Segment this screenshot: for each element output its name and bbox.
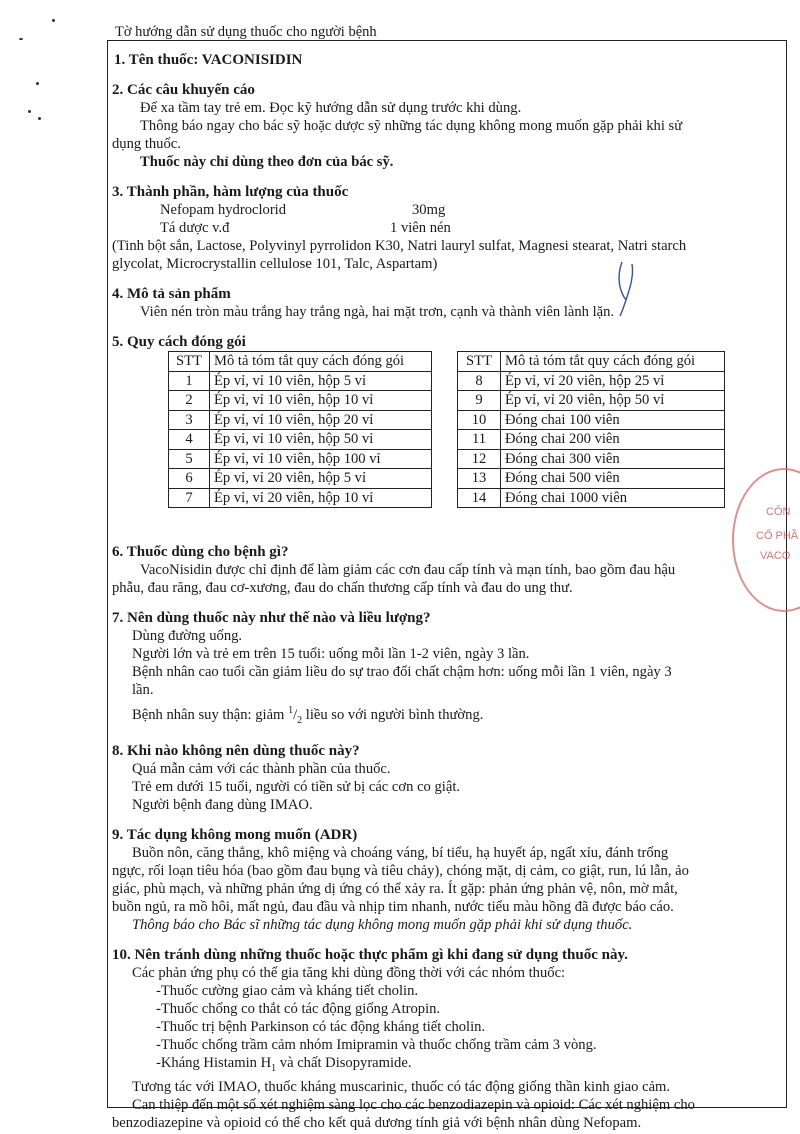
table-row xyxy=(169,469,432,489)
fraction-slash: / xyxy=(293,706,298,723)
list-item: -Thuốc chống co thắt có tác động giống Atropin. xyxy=(156,1000,441,1017)
section-heading: 3. Thành phần, hàm lượng của thuốc xyxy=(112,184,349,200)
text-line: ngực, rối loạn tiêu hóa (bao gồm đau bụng và tiêu chảy), chóng mặt, dị cảm, co giật, run, lú lẫn, ảo xyxy=(112,862,689,879)
text-line: Can thiệp đến một số xét nghiệm sàng lọc cho các benzodiazepin và opioid: Các xét nghiệm cho xyxy=(132,1096,695,1113)
section-heading: 7. Nên dùng thuốc này như thế nào và liều lượng? xyxy=(112,610,431,626)
table-row xyxy=(169,430,432,450)
table-row xyxy=(458,449,725,469)
row-number: 5 xyxy=(169,449,210,469)
text-line: glycolat, Microcrystallin cellulose 101, Talc, Aspartam) xyxy=(112,256,438,272)
row-number: 13 xyxy=(458,469,501,489)
row-number: 2 xyxy=(169,391,210,411)
row-number: 3 xyxy=(169,410,210,430)
row-number: 1 xyxy=(169,371,210,391)
table-row xyxy=(169,371,432,391)
text-line: Bệnh nhân cao tuổi cần giảm liều do sự trao đổi chất chậm hơn: uống mỗi lần 1 viên, ngày 3 xyxy=(132,664,672,680)
row-description: Đóng chai 1000 viên xyxy=(501,488,725,508)
ingredient-name: Nefopam hydroclorid xyxy=(160,202,287,218)
stamp-text: VACO xyxy=(760,550,791,562)
packaging-table-left xyxy=(168,351,432,508)
section-3 xyxy=(108,183,786,273)
row-description: Ép vỉ, vỉ 10 viên, hộp 10 vỉ xyxy=(210,391,432,411)
ingredient-row xyxy=(112,201,786,219)
table-row xyxy=(169,391,432,411)
signature-mark xyxy=(612,258,642,318)
text-line: benzodiazepine và opioid có thể cho kết quả dương tính giả với bệnh nhân dùng Nefopam. xyxy=(112,1114,642,1131)
margin-speck xyxy=(38,117,41,120)
stamp-text: CÔN xyxy=(766,506,791,518)
ingredient-row xyxy=(112,219,786,237)
text-line: Buồn nôn, căng thẳng, khô miệng và choáng váng, bí tiểu, hạ huyết áp, ngất xỉu, đánh trống xyxy=(132,844,669,861)
text-line: Người lớn và trẻ em trên 15 tuổi: uống mỗi lần 1-2 viên, ngày 3 lần. xyxy=(132,646,530,662)
row-description: Đóng chai 200 viên xyxy=(501,430,725,450)
text-line: Viên nén tròn màu trắng hay trắng ngà, hai mặt trơn, cạnh và thành viên lành lặn. xyxy=(140,304,615,320)
ingredient-value: 30mg xyxy=(412,202,446,218)
section-heading: 10. Nên tránh dùng những thuốc hoặc thực phẩm gì khi đang sử dụng thuốc này. xyxy=(112,946,628,963)
section-heading: 6. Thuốc dùng cho bệnh gì? xyxy=(112,544,289,560)
row-description: Ép vỉ, vỉ 10 viên, hộp 20 vỉ xyxy=(210,410,432,430)
text-line: Dùng đường uống. xyxy=(132,628,243,644)
text-line: (Tinh bột sắn, Lactose, Polyvinyl pyrrolidon K30, Natri lauryl sulfat, Magnesi stearat, Natri starch xyxy=(112,238,687,254)
row-description: Ép vỉ, vỉ 20 viên, hộp 25 vỉ xyxy=(501,371,725,391)
section-heading: 5. Quy cách đóng gói xyxy=(112,334,246,350)
drug-name-title: 1. Tên thuốc: VACONISIDIN xyxy=(114,52,303,68)
margin-speck xyxy=(36,82,39,85)
section-heading: 8. Khi nào không nên dùng thuốc này? xyxy=(112,742,360,759)
text-part: -Kháng Histamin H xyxy=(156,1054,272,1071)
list-item xyxy=(112,1054,786,1078)
section-9 xyxy=(108,826,786,934)
stamp-text: CỔ PHẦ xyxy=(756,530,799,542)
text-line: Để xa tầm tay trẻ em. Đọc kỹ hướng dẫn sử dụng trước khi dùng. xyxy=(140,100,522,116)
table-row xyxy=(458,391,725,411)
row-number: 8 xyxy=(458,371,501,391)
text-line: lần. xyxy=(132,682,154,698)
section-5 xyxy=(108,333,786,351)
table-row xyxy=(458,410,725,430)
text-line: Người bệnh đang dùng IMAO. xyxy=(132,796,313,813)
section-4 xyxy=(108,285,786,321)
list-item: -Thuốc chống trầm cảm nhóm Imipramin và thuốc chống trầm cảm 3 vòng. xyxy=(156,1036,597,1053)
fraction-denominator: 2 xyxy=(297,714,303,726)
margin-speck xyxy=(19,38,23,40)
row-number: 11 xyxy=(458,430,501,450)
row-number: 14 xyxy=(458,488,501,508)
prescription-warning: Thuốc này chỉ dùng theo đơn của bác sỹ. xyxy=(140,154,394,170)
text-line: Quá mẫn cảm với các thành phần của thuốc. xyxy=(132,760,391,777)
text-line: Trẻ em dưới 15 tuổi, người có tiền sử bị các cơn co giật. xyxy=(132,778,461,795)
row-description: Ép vỉ, vỉ 20 viên, hộp 5 vỉ xyxy=(210,469,432,489)
table-row xyxy=(169,449,432,469)
text-part: và chất Disopyramide. xyxy=(276,1054,412,1071)
section-heading: 2. Các câu khuyến cáo xyxy=(112,82,255,98)
margin-speck xyxy=(28,110,31,113)
row-description: Đóng chai 300 viên xyxy=(501,449,725,469)
document-header: Tờ hướng dẫn sử dụng thuốc cho người bệnh xyxy=(115,24,377,40)
text-line: giác, phù mạch, và những phản ứng dị ứng có thể xảy ra. Ít gặp: phản ứng phản vệ, nôn, mờ mắt, xyxy=(112,880,678,897)
row-description: Đóng chai 500 viên xyxy=(501,469,725,489)
row-number: 9 xyxy=(458,391,501,411)
list-item: -Thuốc cường giao cảm và kháng tiết cholin. xyxy=(156,982,419,999)
text-line: Các phản ứng phụ có thể gia tăng khi dùng đồng thời với các nhóm thuốc: xyxy=(132,964,566,981)
column-header-stt: STT xyxy=(169,352,210,372)
section-8 xyxy=(108,742,786,814)
table-header-row xyxy=(169,352,432,372)
text-line: buồn ngủ, ra mồ hôi, mất ngủ, đau đầu và nhịp tim nhanh, nước tiểu màu hồng đã được báo cáo. xyxy=(112,898,674,915)
fraction-numerator: 1 xyxy=(288,705,294,716)
section-heading: 4. Mô tả sản phẩm xyxy=(112,286,231,302)
row-description: Đóng chai 100 viên xyxy=(501,410,725,430)
packaging-table-right xyxy=(457,351,725,508)
text-part: Bệnh nhân suy thận: giảm xyxy=(132,706,289,723)
column-header-desc: Mô tả tóm tắt quy cách đóng gói xyxy=(210,352,432,372)
ingredient-value: 1 viên nén xyxy=(390,220,451,236)
row-description: Ép vỉ, vỉ 20 viên, hộp 50 vỉ xyxy=(501,391,725,411)
text-line xyxy=(112,702,786,730)
section-10 xyxy=(108,946,786,1132)
column-header-stt: STT xyxy=(458,352,501,372)
row-description: Ép vỉ, vỉ 10 viên, hộp 50 vỉ xyxy=(210,430,432,450)
text-part: liều so với người bình thường. xyxy=(302,706,484,723)
margin-speck xyxy=(52,19,55,22)
text-line: dụng thuốc. xyxy=(112,136,181,152)
row-description: Ép vỉ, vỉ 20 viên, hộp 10 vỉ xyxy=(210,488,432,508)
table-row xyxy=(458,469,725,489)
table-row xyxy=(458,430,725,450)
table-header-row xyxy=(458,352,725,372)
section-heading: 9. Tác dụng không mong muốn (ADR) xyxy=(112,826,358,843)
text-line: Thông báo cho Bác sĩ những tác dụng không mong muốn gặp phải khi sử dụng thuốc. xyxy=(132,916,633,933)
table-row xyxy=(458,488,725,508)
table-row xyxy=(458,371,725,391)
leaflet-frame xyxy=(107,40,787,1131)
row-description: Ép vỉ, vỉ 10 viên, hộp 100 vỉ xyxy=(210,449,432,469)
row-number: 6 xyxy=(169,469,210,489)
table-row xyxy=(169,488,432,508)
row-description: Ép vỉ, vỉ 10 viên, hộp 5 vỉ xyxy=(210,371,432,391)
table-row xyxy=(169,410,432,430)
ingredient-name: Tá dược v.đ xyxy=(160,220,230,236)
text-line: phẫu, đau răng, đau cơ-xương, đau do chấn thương cấp tính và đau do ung thư. xyxy=(112,580,573,596)
list-item: -Thuốc trị bệnh Parkinson có tác động kháng tiết cholin. xyxy=(156,1018,486,1035)
subscript: 1 xyxy=(271,1062,277,1074)
row-number: 12 xyxy=(458,449,501,469)
row-number: 7 xyxy=(169,488,210,508)
section-6 xyxy=(108,543,786,597)
section-7 xyxy=(108,609,786,730)
text-line: Thông báo ngay cho bác sỹ hoặc dược sỹ những tác dụng không mong muốn gặp phải khi sử xyxy=(140,118,683,134)
text-line: VacoNisidin được chỉ định để làm giảm các cơn đau cấp tính và mạn tính, bao gồm đau hậu xyxy=(140,562,676,578)
text-line: Tương tác với IMAO, thuốc kháng muscarinic, thuốc có tác động giống thần kinh giao cảm. xyxy=(132,1078,671,1095)
row-number: 4 xyxy=(169,430,210,450)
row-number: 10 xyxy=(458,410,501,430)
section-2 xyxy=(108,81,786,171)
column-header-desc: Mô tả tóm tắt quy cách đóng gói xyxy=(501,352,725,372)
